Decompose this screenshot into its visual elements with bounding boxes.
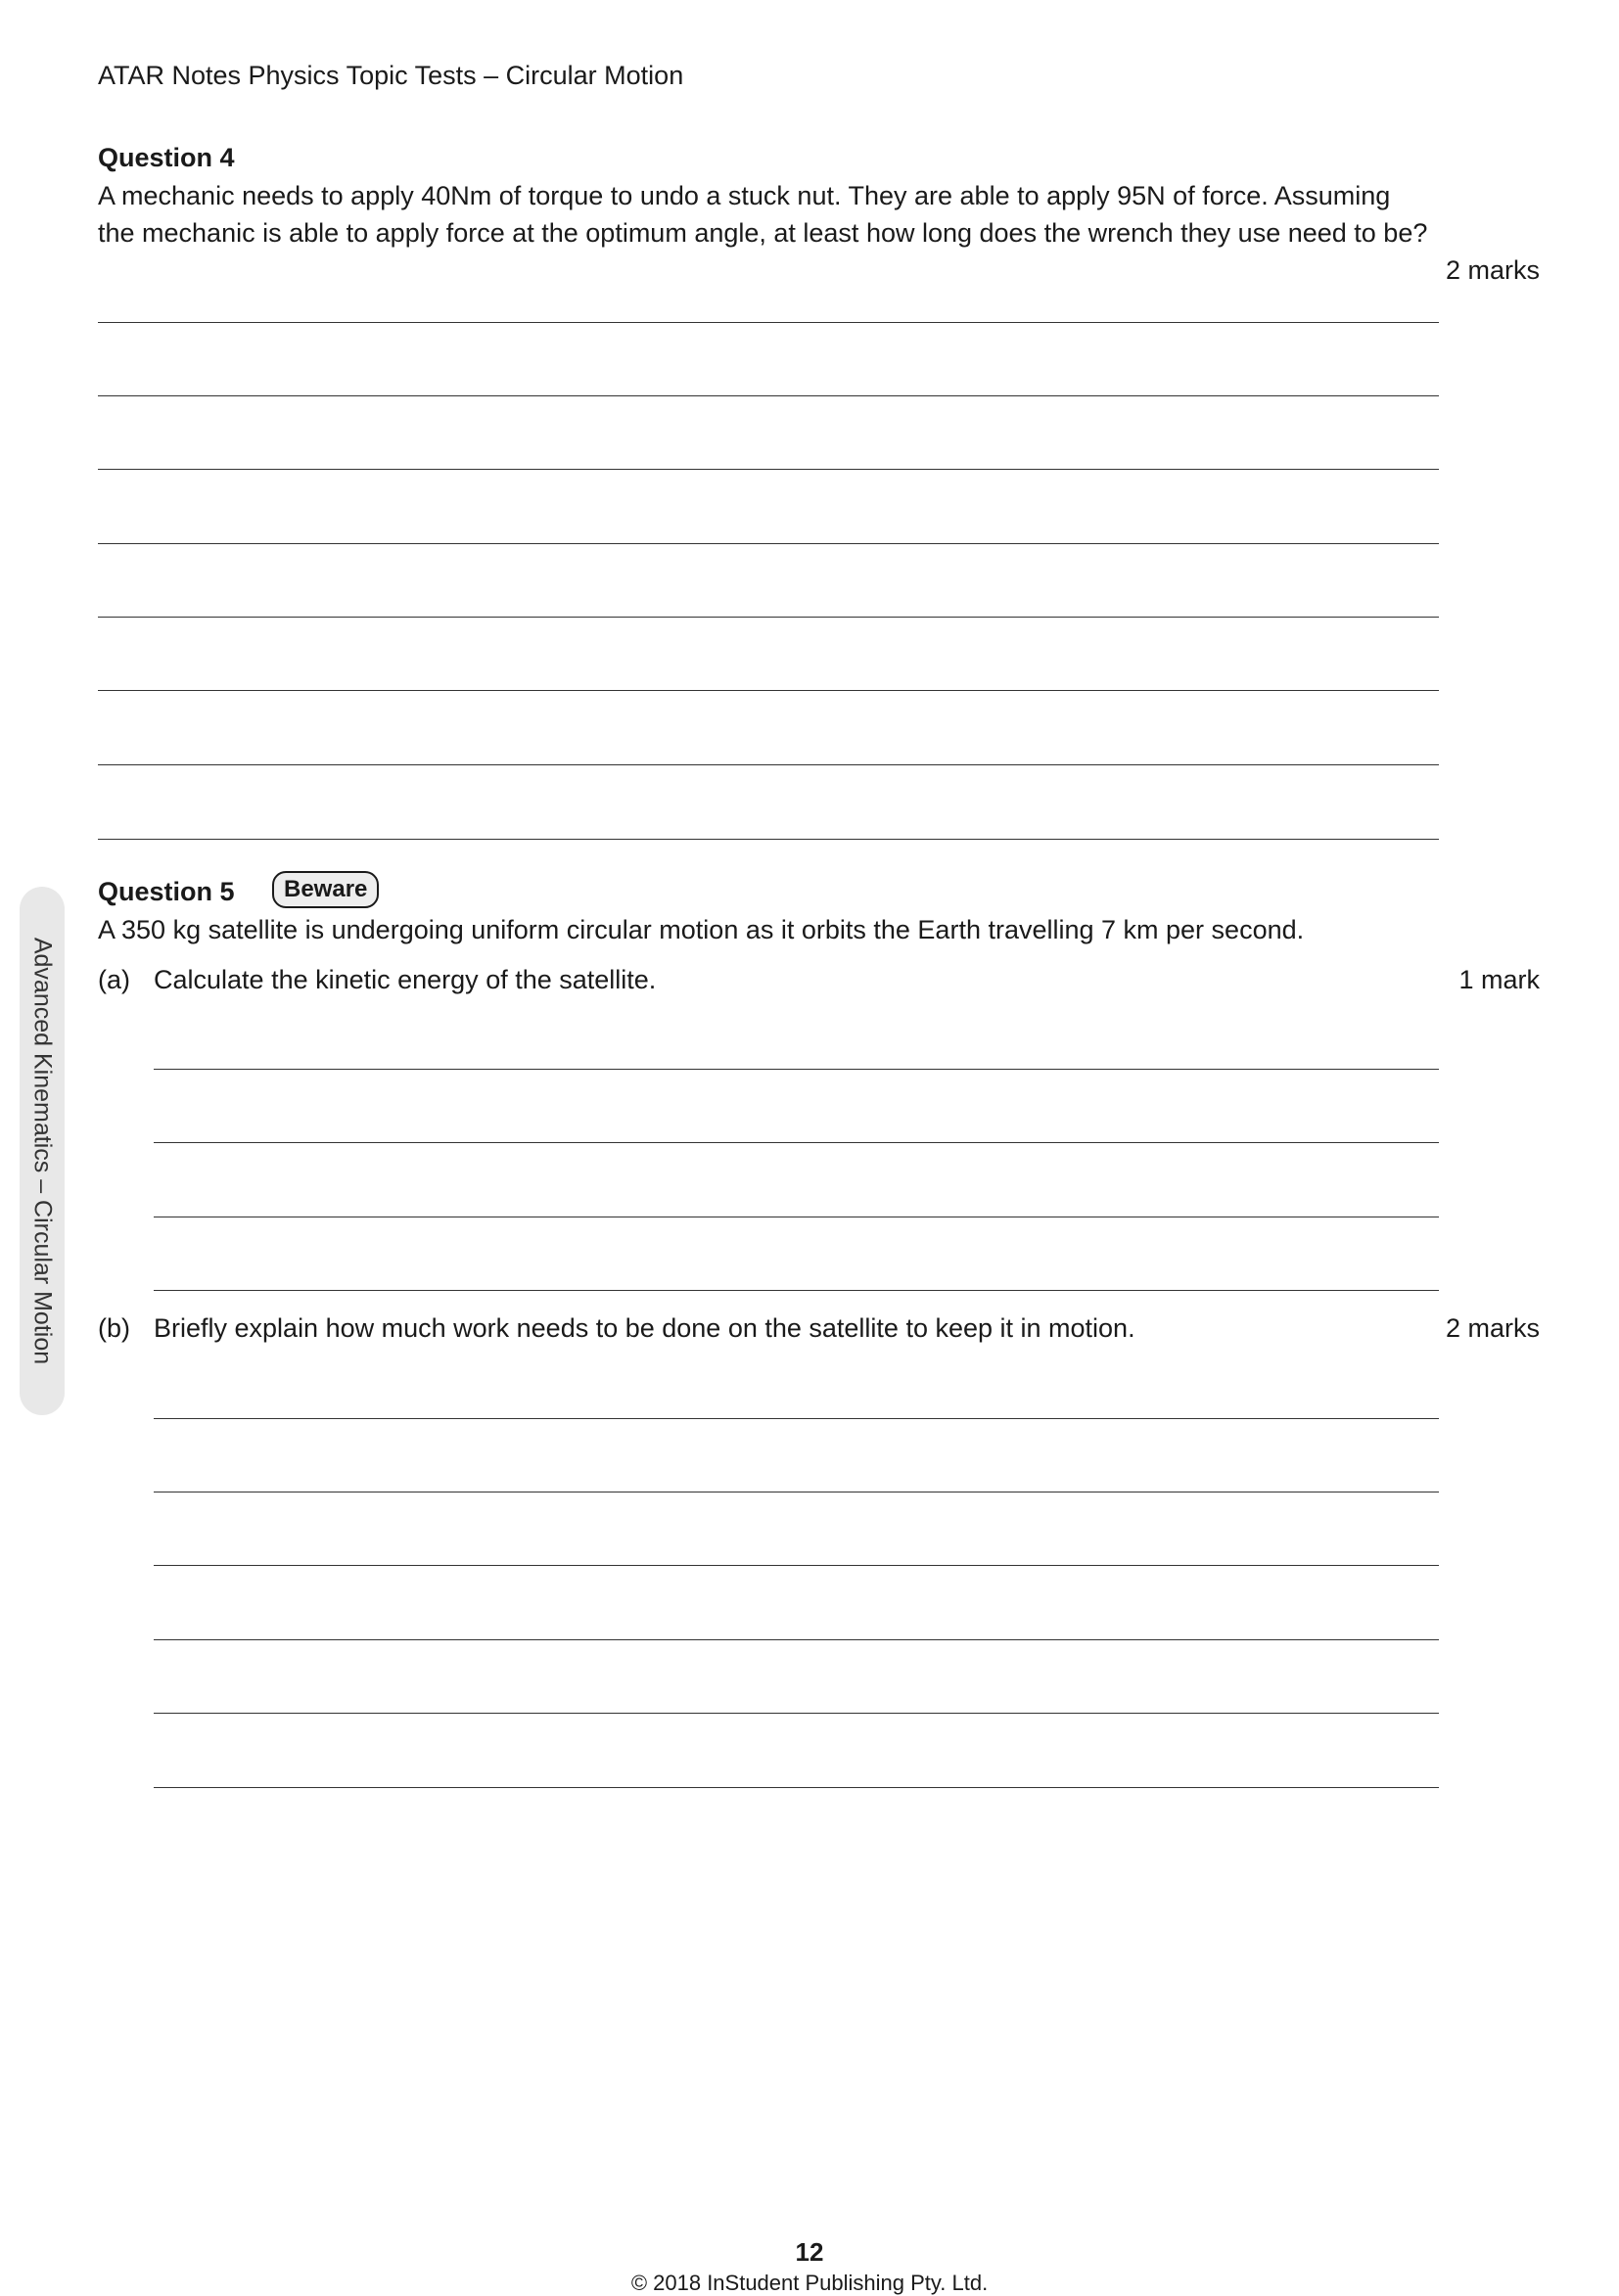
beware-badge: Beware (272, 871, 379, 908)
page-number: 12 (795, 2237, 824, 2267)
answer-line[interactable] (154, 1565, 1439, 1566)
answer-line[interactable] (98, 764, 1439, 765)
answer-line[interactable] (98, 322, 1439, 323)
answer-line[interactable] (154, 1639, 1439, 1640)
part-a-marks: 1 mark (1458, 965, 1540, 994)
part-a-label: (a) (98, 965, 130, 994)
answer-line[interactable] (98, 543, 1439, 544)
question-5-text: A 350 kg satellite is undergoing uniform circular motion as it orbits the Earth travelling 7 km per second. (98, 915, 1305, 944)
copyright-notice: © 2018 InStudent Publishing Pty. Ltd. (630, 2271, 989, 2295)
answer-line[interactable] (154, 1418, 1439, 1419)
answer-line[interactable] (154, 1290, 1439, 1291)
part-b-text: Briefly explain how much work needs to be done on the satellite to keep it in motion. (154, 1313, 1135, 1343)
part-b-label: (b) (98, 1313, 130, 1343)
answer-line[interactable] (98, 617, 1439, 618)
side-section-tab (20, 887, 65, 1415)
page-header: ATAR Notes Physics Topic Tests – Circular Motion (98, 61, 684, 90)
part-b-marks: 2 marks (1445, 1313, 1540, 1343)
answer-line[interactable] (154, 1069, 1439, 1070)
answer-line[interactable] (154, 1713, 1439, 1714)
question-4-text-line-1: A mechanic needs to apply 40Nm of torque to undo a stuck nut. They are able to apply 95N of force. Assuming (98, 181, 1391, 210)
answer-line[interactable] (98, 469, 1439, 470)
answer-line[interactable] (98, 690, 1439, 691)
answer-line[interactable] (98, 395, 1439, 396)
question-4-text-line-2: the mechanic is able to apply force at the optimum angle, at least how long does the wrench they use need to be? (98, 218, 1428, 248)
answer-line[interactable] (154, 1787, 1439, 1788)
question-4-title: Question 4 (98, 143, 235, 172)
part-a-text: Calculate the kinetic energy of the satellite. (154, 965, 657, 994)
answer-line[interactable] (154, 1142, 1439, 1143)
question-4-marks: 2 marks (1445, 255, 1540, 285)
question-5-title: Question 5 (98, 877, 235, 906)
answer-line[interactable] (98, 839, 1439, 840)
side-section-label: Advanced Kinematics – Circular Motion (28, 937, 57, 1365)
